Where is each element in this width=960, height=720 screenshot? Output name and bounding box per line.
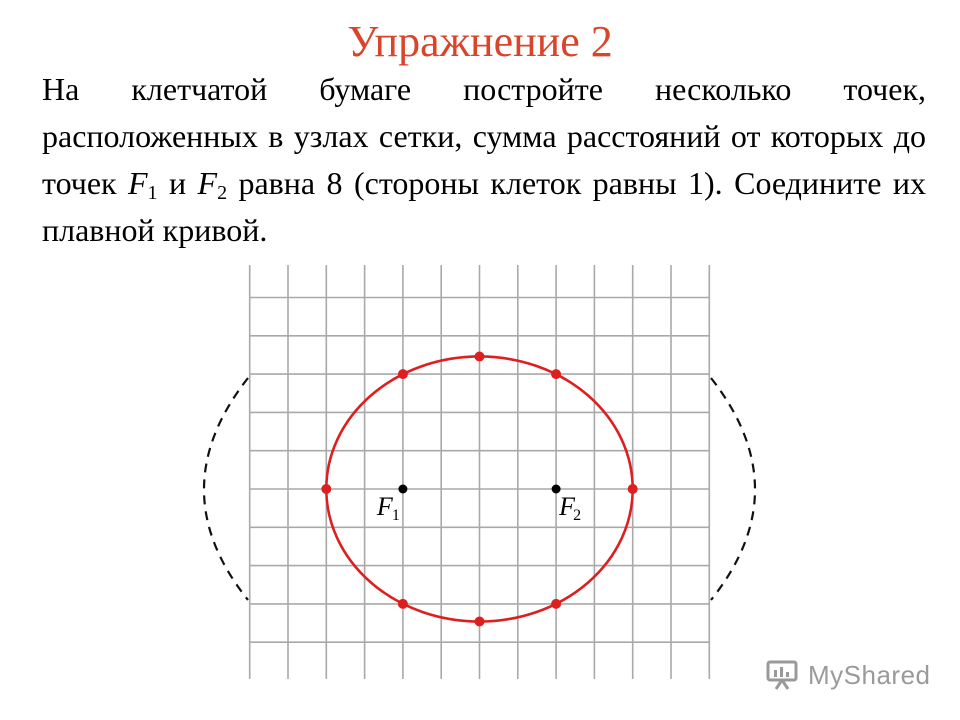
marked-point <box>398 369 408 379</box>
marked-point <box>475 617 485 627</box>
focus-index-f1: 1 <box>147 182 158 204</box>
focus-label: F <box>376 492 393 521</box>
marked-point <box>551 599 561 609</box>
focus-label-f1: F <box>128 165 148 201</box>
watermark-text: MyShared <box>808 659 931 690</box>
slide-title: Упражнение 2 <box>347 17 613 66</box>
presentation-board-icon <box>766 659 800 691</box>
marked-point <box>398 599 408 609</box>
marked-point <box>321 484 331 494</box>
task-text-and: и <box>157 165 198 201</box>
focus-point <box>398 485 407 494</box>
focus-label-f2: F <box>197 165 218 201</box>
task-text-part-1: На клетчатой бумаге постройте несколько точек, расположенных в узлах сетки, сумма расстояний от которых до точек <box>42 71 926 201</box>
marked-point <box>475 351 485 361</box>
focus-label: F <box>559 492 575 521</box>
task-text-part-2: равна 8 (стороны клеток равны 1). Соедините их плавной кривой. <box>42 165 927 248</box>
dashed-arc-right <box>711 378 755 600</box>
focus-index-f2: 2 <box>217 182 228 204</box>
foci <box>376 485 581 525</box>
marked-point <box>551 369 561 379</box>
focus-label-index: 1 <box>391 507 400 524</box>
dashed-arc-left <box>204 378 248 600</box>
watermark <box>766 655 931 695</box>
marked-point <box>628 484 638 494</box>
focus-label-index: 2 <box>573 507 582 524</box>
